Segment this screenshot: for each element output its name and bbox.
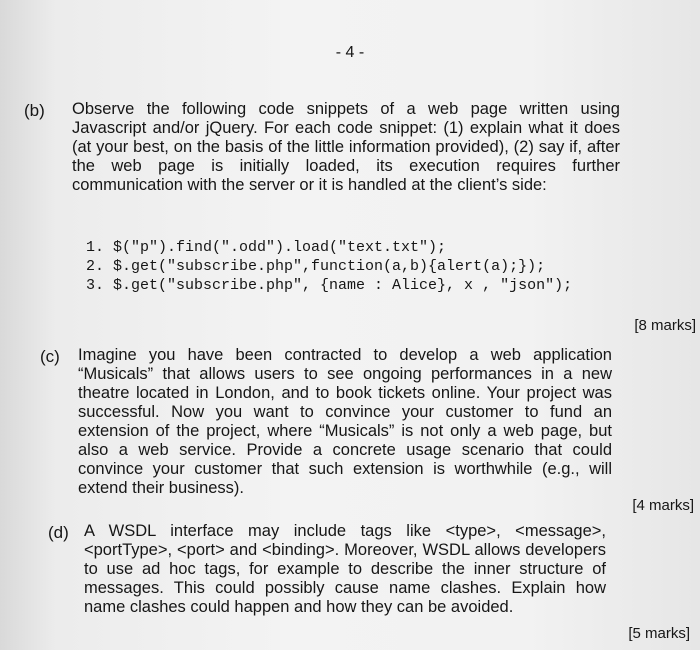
question-c-label: (c)	[40, 347, 60, 366]
question-c-marks: [4 marks]	[632, 497, 694, 514]
question-c-text: Imagine you have been contracted to develop a web application “Musicals” that allows users to see ongoing performances in a new theatre located in London, and to book tickets online. Your project was successful. Now you want to convince your customer to fund an extension of the project, where “Musicals” is not only a web page, but also a web service. Provide a concrete usage scenario that could convince your customer that such extension is worthwhile (e.g., will extend their business).	[78, 346, 612, 497]
question-d-marks: [5 marks]	[628, 625, 690, 642]
code-line-2: 2. $.get("subscribe.php",function(a,b){alert(a);});	[86, 258, 546, 275]
question-b-label: (b)	[24, 101, 45, 120]
code-line-1: 1. $("p").find(".odd").load("text.txt");	[86, 239, 447, 256]
question-b-marks: [8 marks]	[634, 317, 696, 334]
page-number: - 4 -	[335, 44, 365, 61]
code-snippets	[86, 238, 686, 295]
question-b	[72, 100, 620, 195]
question-d-text: A WSDL interface may include tags like <type>, <message>, <portType>, <port> and <binding>. Moreover, WSDL allows developers to use ad hoc tags, for example to describe the inner structure of messages. This could possibly cause name clashes. Explain how name clashes could happen and how they can be avoided.	[84, 522, 606, 616]
question-c	[78, 346, 612, 498]
code-line-3: 3. $.get("subscribe.php", {name : Alice}, x , "json");	[86, 277, 573, 294]
question-d-label: (d)	[48, 523, 69, 542]
question-d	[84, 522, 606, 617]
question-b-text: Observe the following code snippets of a web page written using Javascript and/or jQuery. For each code snippet: (1) explain what it does (at your best, on the basis of the little information provided), (2) say if, after the web page is initially loaded, its execution requires further communication with the server or it is handled at the client’s side:	[72, 100, 620, 194]
